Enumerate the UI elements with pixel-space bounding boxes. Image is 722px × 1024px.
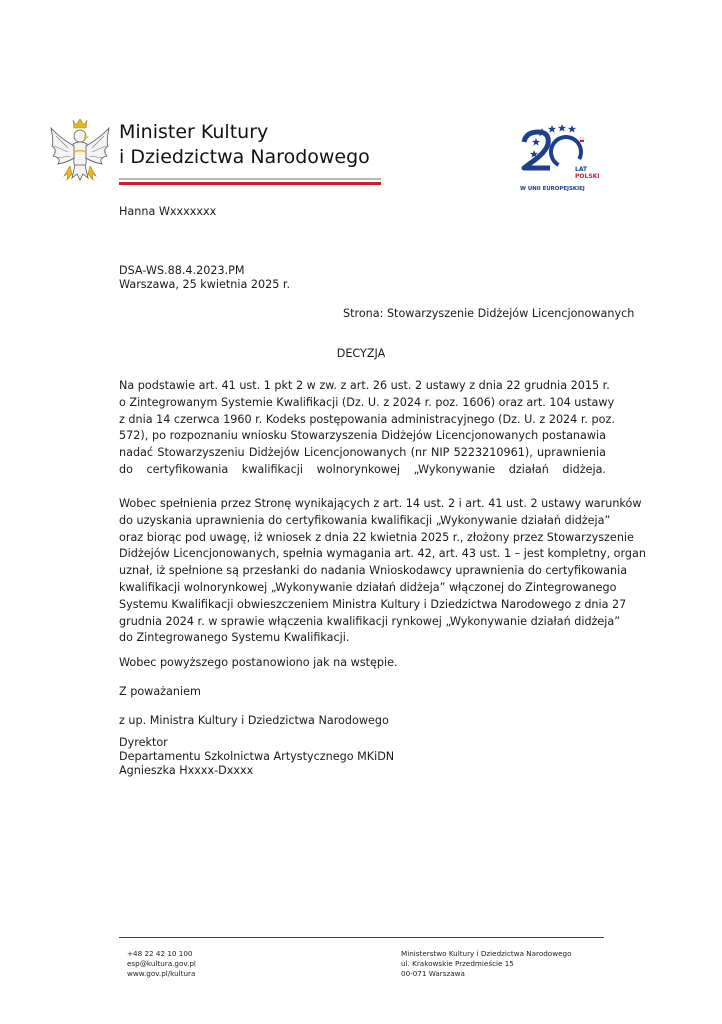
paragraph-line: Systemu Kwalifikacji obwieszczeniem Ministra Kultury i Dziedzictwa Narodowego z dnia 27 bbox=[119, 597, 627, 611]
paragraph-line: z dnia 14 czerwca 1960 r. Kodeks postępowania administracyjnego (Dz. U. z 2024 r. poz. bbox=[119, 412, 615, 426]
paragraph-line: uznał, iż spełnione są przesłanki do nadania Wnioskodawcy uprawnienia do certyfikowania bbox=[119, 564, 628, 578]
decision-title: DECYZJA bbox=[336, 347, 386, 360]
paragraph-line: Na podstawie art. 41 ust. 1 pkt 2 w zw. z art. 26 ust. 2 ustawy z dnia 22 grudnia 2015 r. bbox=[119, 379, 610, 392]
signer-name: Agnieszka Hxxxx-Dxxxx bbox=[119, 764, 254, 777]
footer-city: 00-071 Warszawa bbox=[401, 969, 465, 978]
ministry-title-line2: i Dziedzictwa Narodowego bbox=[119, 146, 370, 168]
letter-date: Warszawa, 25 kwietnia 2025 r. bbox=[119, 278, 291, 291]
ministry-title-line1: Minister Kultury bbox=[119, 121, 269, 143]
party-line: Strona: Stowarzyszenie Didżejów Licencjonowanych bbox=[343, 307, 635, 320]
decision-paragraph-1 bbox=[119, 378, 615, 479]
footer-website[interactable]: www.gov.pl/kultura bbox=[127, 969, 196, 978]
footer-street: ul. Krakowskie Przedmieście 15 bbox=[401, 959, 514, 968]
paragraph-line: kwalifikacji wolnorynkowej „Wykonywanie działań didżeja” włączonej do Zintegrowanego bbox=[119, 580, 617, 594]
eu-logo-lat: LAT bbox=[575, 166, 588, 173]
case-reference: DSA-WS.88.4.2023.PM bbox=[119, 264, 245, 277]
flag-divider bbox=[119, 178, 381, 185]
paragraph-line: o Zintegrowanym Systemie Kwalifikacji (Dz. U. z 2024 r. poz. 1606) oraz art. 104 ustawy bbox=[119, 395, 615, 409]
paragraph-line: Didżejów Licencjonowanych, spełnia wymagania art. 42, art. 43 ust. 1 – jest kompletny, organ bbox=[119, 547, 646, 561]
eu-20-years-logo bbox=[518, 122, 598, 198]
paragraph-line: nadać Stowarzyszeniu Didżejów Licencjonowanych (nr NIP 5223210961), uprawnienia bbox=[119, 446, 606, 460]
footer-divider bbox=[119, 937, 604, 938]
eu-logo-polski: POLSKI bbox=[575, 173, 600, 180]
paragraph-line: oraz biorąc pod uwagę, iż wniosek z dnia 22 kwietnia 2025 r., złożony przez Stowarzyszenie bbox=[119, 530, 634, 544]
footer-phone: +48 22 42 10 100 bbox=[127, 949, 193, 958]
regards: Z poważaniem bbox=[119, 685, 201, 698]
ministry-title bbox=[119, 120, 370, 170]
paragraph-line: Wobec spełnienia przez Stronę wynikających z art. 14 ust. 2 i art. 41 ust. 2 ustawy warunków bbox=[119, 497, 642, 510]
on-behalf-line: z up. Ministra Kultury i Dziedzictwa Narodowego bbox=[119, 714, 389, 727]
signer-role: Dyrektor bbox=[119, 736, 168, 749]
footer-org-name: Ministerstwo Kultury i Dziedzictwa Narodowego bbox=[401, 949, 572, 958]
justification-paragraph bbox=[119, 496, 646, 647]
paragraph-line: do certyfikowania kwalifikacji wolnorynkowej „Wykonywanie działań didżeja. bbox=[119, 462, 606, 476]
paragraph-line: 572), po rozpoznaniu wniosku Stowarzyszenia Didżejów Licencjonowanych postanawia bbox=[119, 429, 606, 443]
paragraph-line: do uzyskania uprawnienia do certyfikowania kwalifikacji „Wykonywanie działań didżeja” bbox=[119, 513, 611, 527]
signer-department: Departamentu Szkolnictwa Artystycznego MKiDN bbox=[119, 750, 395, 763]
paragraph-line: do Zintegrowanego Systemu Kwalifikacji. bbox=[119, 631, 350, 645]
polish-eagle-icon bbox=[48, 116, 112, 188]
paragraph-line: grudnia 2024 r. w sprawie włączenia kwalifikacji rynkowej „Wykonywanie działań didżeja” bbox=[119, 614, 621, 628]
closing-statement: Wobec powyższego postanowiono jak na wstępie. bbox=[119, 656, 398, 669]
eu-logo-union: W UNII EUROPEJSKIEJ bbox=[520, 186, 585, 192]
footer-email[interactable]: esp@kultura.gov.pl bbox=[127, 959, 196, 968]
recipient-name: Hanna Wxxxxxxx bbox=[119, 205, 217, 218]
